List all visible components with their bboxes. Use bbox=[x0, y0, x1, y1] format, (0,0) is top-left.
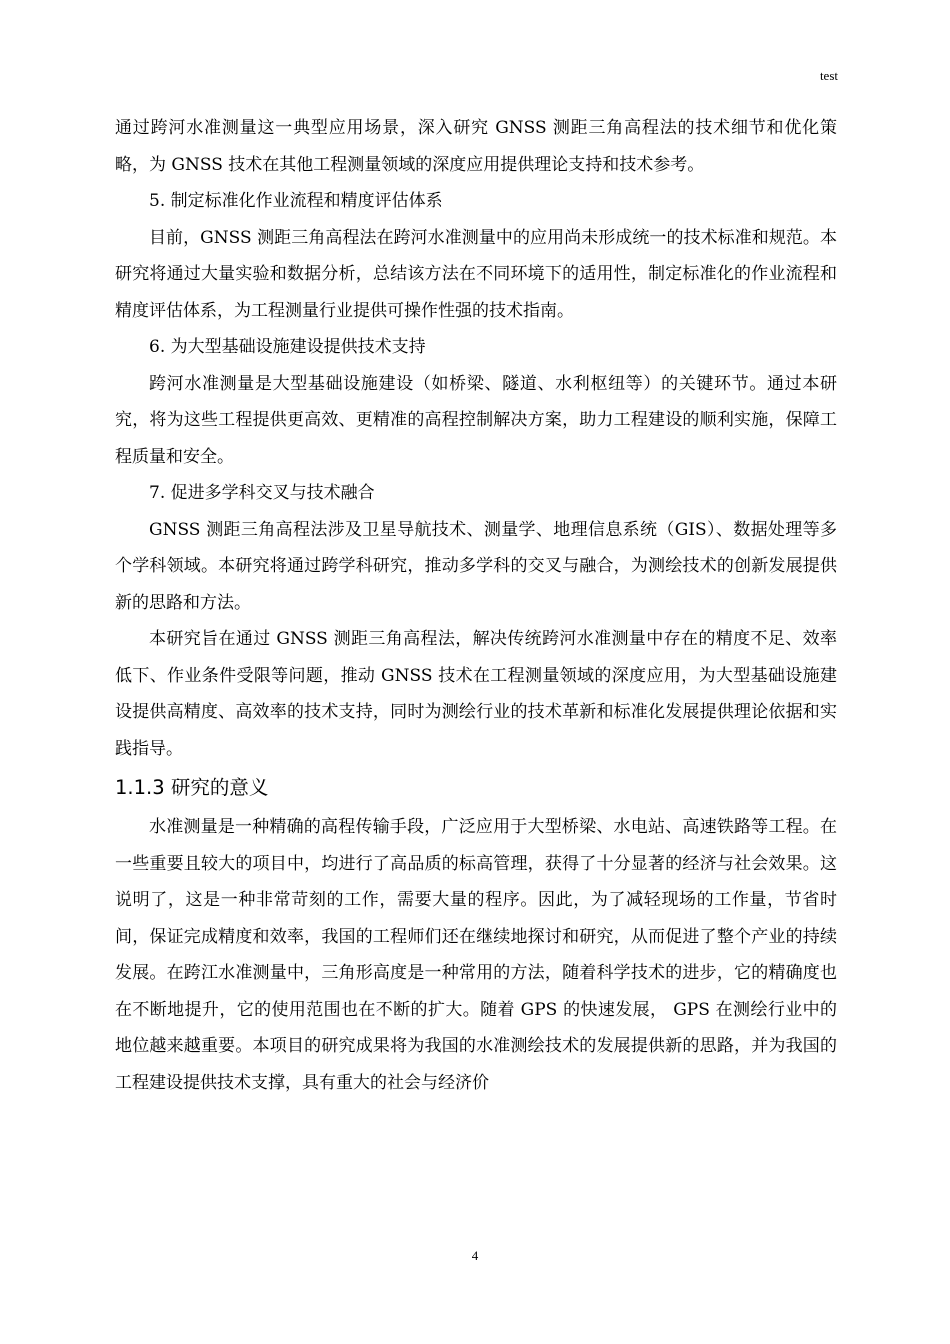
section-heading: 1.1.3 研究的意义 bbox=[115, 776, 269, 799]
page-number: 4 bbox=[471, 1248, 479, 1263]
body-paragraph: GNSS 测距三角高程法涉及卫星导航技术、测量学、地理信息系统（GIS）、数据处理等多个学科领域。本研究将通过跨学科研究，推动多学科的交叉与融合，为测绘技术的创新发展提供新的思路和方法。 bbox=[115, 519, 837, 613]
body-paragraph: 目前，GNSS 测距三角高程法在跨河水准测量中的应用尚未形成统一的技术标准和规范。本研究将通过大量实验和数据分析，总结该方法在不同环境下的适用性，制定标准化的作业流程和精度评估体系，为工程测量行业提供可操作性强的技术指南。 bbox=[115, 227, 837, 321]
list-item-5: 5. 制定标准化作业流程和精度评估体系 bbox=[149, 191, 443, 211]
list-item-7: 7. 促进多学科交叉与技术融合 bbox=[149, 483, 375, 503]
list-item-6: 6. 为大型基础设施建设提供技术支持 bbox=[149, 337, 426, 357]
body-paragraph: 本研究旨在通过 GNSS 测距三角高程法，解决传统跨河水准测量中存在的精度不足、效率低下、作业条件受限等问题，推动 GNSS 技术在工程测量领域的深度应用，为大型基础设施建设提供高精度、高效率的技术支持，同时为测绘行业的技术革新和标准化发展提供理论依据和实践指导。 bbox=[115, 629, 837, 759]
body-paragraph: 水准测量是一种精确的高程传输手段，广泛应用于大型桥梁、水电站、高速铁路等工程。在一些重要且较大的项目中，均进行了高品质的标高管理，获得了十分显著的经济与社会效果。这说明了，这是一种非常苛刻的工作，需要大量的程序。因此，为了减轻现场的工作量，节省时间，保证完成精度和效率，我国的工程师们还在继续地探讨和研究，从而促进了整个产业的持续发展。在跨江水准测量中，三角形高度是一种常用的方法，随着科学技术的进步，它的精确度也在不断地提升，它的使用范围也在不断的扩大。随着 GPS 的快速发展， GPS 在测绘行业中的地位越来越重要。本项目的研究成果将为我国的水准测绘技术的发展提供新的思路，并为我国的工程建设提供技术支撑，具有重大的社会与经济价 bbox=[115, 817, 837, 1093]
document-body bbox=[115, 110, 837, 1101]
body-paragraph: 跨河水准测量是大型基础设施建设（如桥梁、隧道、水利枢纽等）的关键环节。通过本研究，将为这些工程提供更高效、更精准的高程控制解决方案，助力工程建设的顺利实施，保障工程质量和安全。 bbox=[115, 373, 837, 467]
body-paragraph: 通过跨河水准测量这一典型应用场景，深入研究 GNSS 测距三角高程法的技术细节和优化策略，为 GNSS 技术在其他工程测量领域的深度应用提供理论支持和技术参考。 bbox=[115, 118, 837, 175]
page-header: test bbox=[819, 68, 838, 83]
